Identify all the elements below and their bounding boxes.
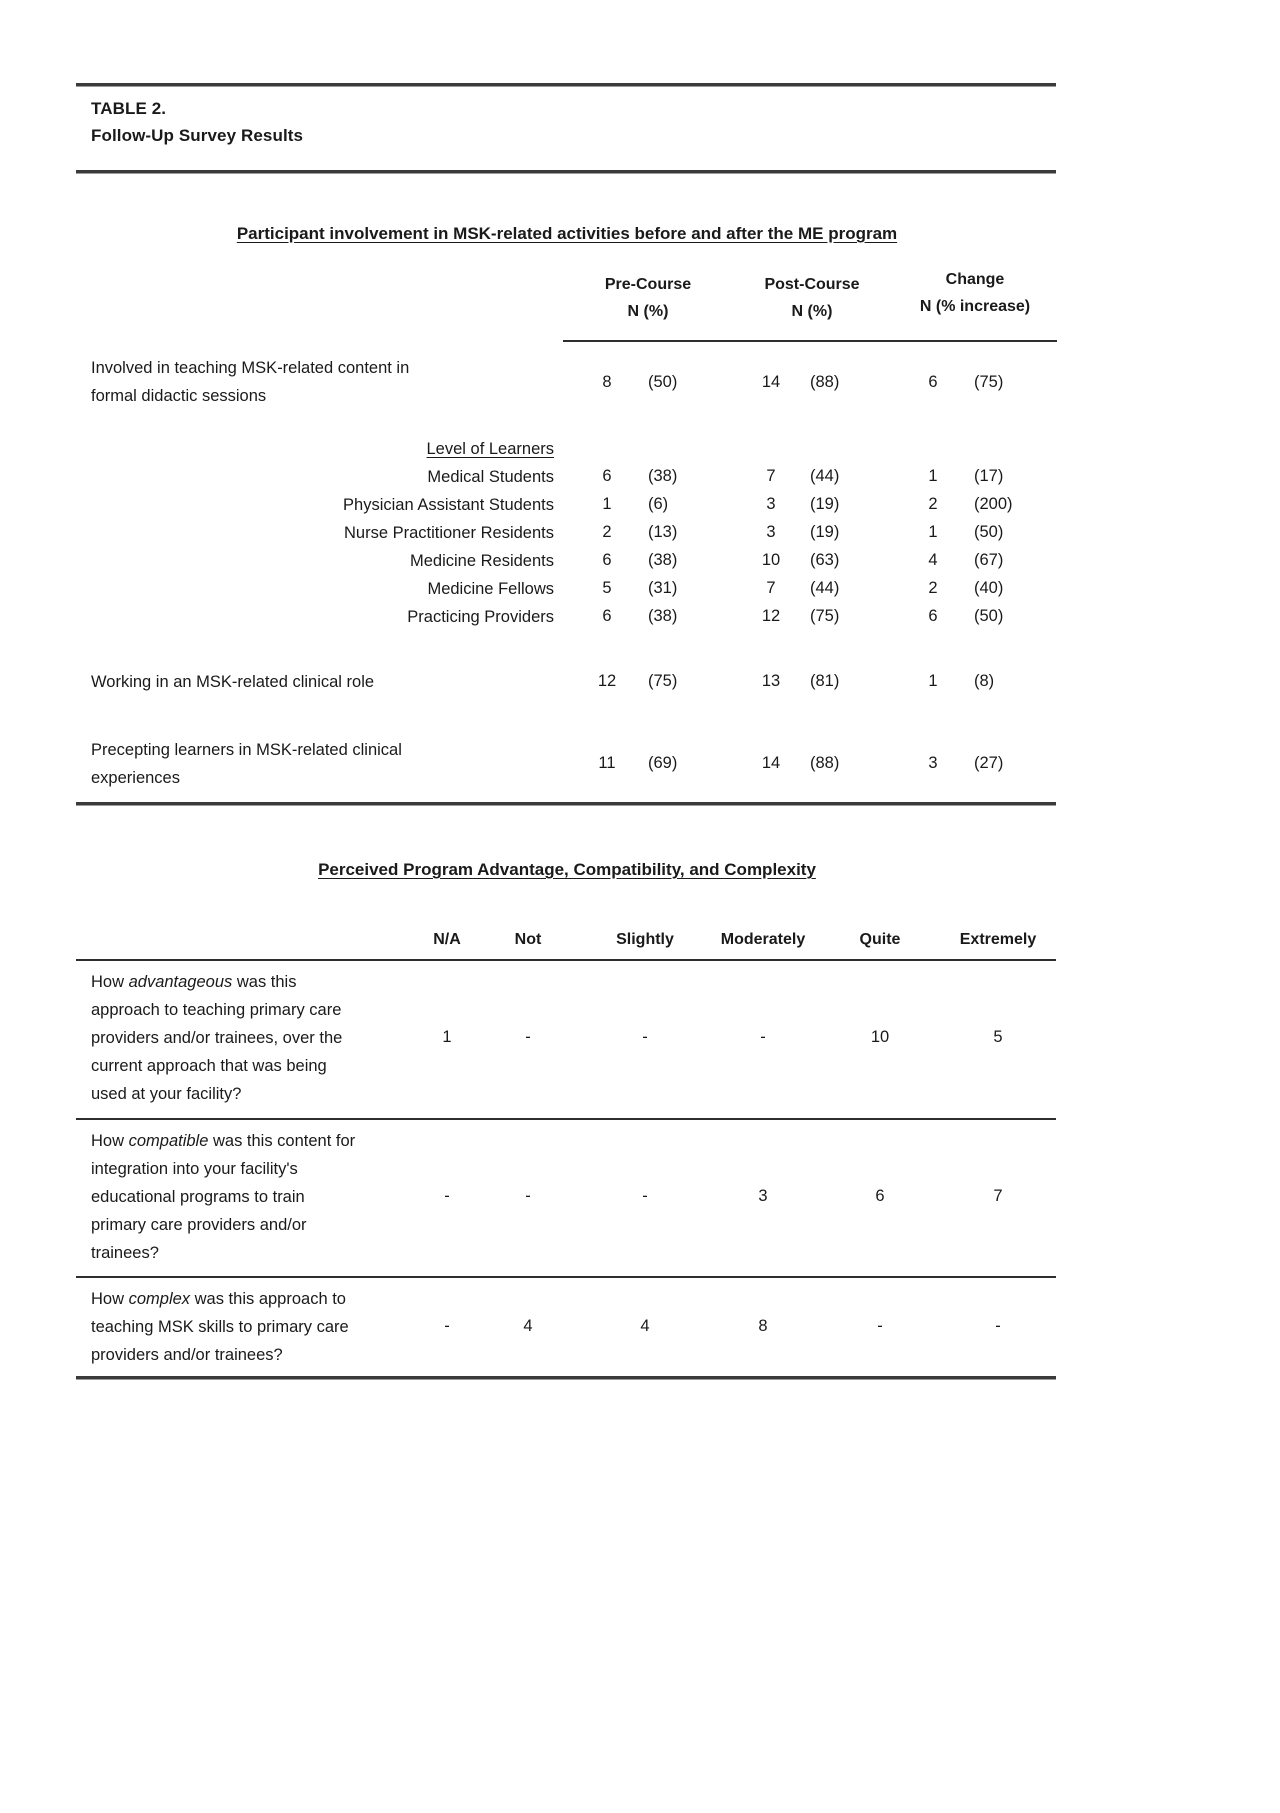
change-n: 2	[928, 579, 938, 597]
post-n: 12	[761, 607, 781, 625]
pre-n: 12	[597, 672, 617, 690]
pre-n: 8	[602, 373, 612, 391]
post-pct: (19)	[810, 523, 840, 541]
row-label: Precepting learners in MSK-related clinical experiences	[91, 741, 402, 787]
value-extremely: 7	[993, 1187, 1003, 1205]
table-row	[0, 968, 1280, 1118]
header-post-course	[742, 271, 882, 325]
post-pct: (88)	[810, 754, 840, 772]
change-n: 1	[928, 672, 938, 690]
change-n: 1	[928, 467, 938, 485]
change-n: 4	[928, 551, 938, 569]
value-moderately: -	[760, 1028, 766, 1046]
table-row	[0, 668, 1280, 696]
emphasis-term: complex	[128, 1290, 191, 1308]
change-pct: (17)	[974, 467, 1004, 485]
learner-label: Medical Students	[427, 468, 554, 486]
header-change-line1: Change	[945, 271, 1005, 288]
table-row	[0, 736, 1280, 792]
header-pre-line1: Pre-Course	[604, 276, 692, 293]
section2-title: Perceived Program Advantage, Compatibility, and Complexity	[318, 860, 816, 879]
learner-label: Practicing Providers	[407, 608, 554, 626]
change-n: 1	[928, 523, 938, 541]
change-n: 3	[928, 754, 938, 772]
question-text: How advantageous was this approach to teaching primary care providers and/or trainees, over the current approach that was being used at your facility?	[91, 973, 343, 1103]
row-label: Involved in teaching MSK-related content in formal didactic sessions	[91, 359, 410, 405]
value-na: -	[444, 1317, 450, 1335]
value-not: -	[525, 1028, 531, 1046]
table-row	[0, 1285, 1280, 1375]
pre-n: 6	[602, 607, 612, 625]
value-slightly: 4	[640, 1317, 650, 1335]
header-pre-course	[578, 271, 718, 325]
column-header-na: N/A	[433, 931, 461, 948]
learner-label: Medicine Fellows	[427, 580, 554, 598]
table-title: Follow-Up Survey Results	[91, 126, 304, 145]
emphasis-term: compatible	[128, 1132, 209, 1150]
row-separator	[76, 1276, 1056, 1278]
learner-label: Nurse Practitioner Residents	[343, 524, 554, 542]
column-header-slightly: Slightly	[616, 931, 674, 948]
post-n: 3	[766, 523, 776, 541]
value-quite: -	[877, 1317, 883, 1335]
value-na: -	[444, 1187, 450, 1205]
post-n: 7	[766, 579, 776, 597]
header-post-line2: N (%)	[791, 303, 833, 320]
pre-n: 2	[602, 523, 612, 541]
pre-n: 11	[598, 754, 616, 772]
pre-pct: (6)	[648, 495, 669, 513]
table-row	[0, 547, 1280, 575]
post-pct: (81)	[810, 672, 840, 690]
section2-bottom-rule	[76, 1376, 1056, 1379]
pre-n: 5	[602, 579, 612, 597]
table-row	[0, 1127, 1280, 1277]
pre-pct: (50)	[648, 373, 678, 391]
pre-n: 6	[602, 551, 612, 569]
pre-pct: (38)	[648, 551, 678, 569]
column-header-not: Not	[514, 931, 542, 948]
change-n: 6	[928, 373, 938, 391]
pre-pct: (38)	[648, 607, 678, 625]
pre-pct: (38)	[648, 467, 678, 485]
section1-title: Participant involvement in MSK-related activities before and after the ME program	[236, 224, 898, 243]
value-quite: 10	[870, 1028, 890, 1046]
change-n: 2	[928, 495, 938, 513]
post-n: 10	[761, 551, 781, 569]
post-pct: (63)	[810, 551, 840, 569]
post-pct: (75)	[810, 607, 840, 625]
change-pct: (200)	[974, 495, 1013, 513]
value-not: 4	[523, 1317, 533, 1335]
change-pct: (27)	[974, 754, 1004, 772]
learner-label: Medicine Residents	[410, 552, 554, 570]
post-n: 13	[761, 672, 781, 690]
table-row	[0, 354, 1280, 414]
post-n: 14	[761, 373, 781, 391]
emphasis-term: advantageous	[128, 973, 233, 991]
header-post-line1: Post-Course	[764, 276, 860, 293]
learner-label: Physician Assistant Students	[343, 496, 554, 514]
table-row	[0, 519, 1280, 547]
question-text: How complex was this approach to teaching MSK skills to primary care providers and/or trainees?	[91, 1290, 349, 1364]
post-pct: (44)	[810, 579, 840, 597]
table-row	[0, 491, 1280, 519]
value-slightly: -	[642, 1187, 648, 1205]
column-header-extremely: Extremely	[959, 931, 1037, 948]
change-pct: (50)	[974, 607, 1004, 625]
section1-bottom-rule	[76, 802, 1056, 805]
learners-heading: Level of Learners	[426, 440, 554, 458]
pre-pct: (31)	[648, 579, 678, 597]
change-pct: (67)	[974, 551, 1004, 569]
change-pct: (50)	[974, 523, 1004, 541]
pre-n: 6	[602, 467, 612, 485]
header-pre-line2: N (%)	[627, 303, 669, 320]
change-pct: (40)	[974, 579, 1004, 597]
header-change-line2: N (% increase)	[919, 298, 1031, 315]
question-text: How compatible was this content for integration into your facility's educational programs to train primary care providers and/or trainees?	[91, 1132, 356, 1262]
value-moderately: 3	[758, 1187, 768, 1205]
table-row	[0, 463, 1280, 491]
table-number: TABLE 2.	[91, 99, 167, 118]
caption-top-rule	[76, 83, 1056, 86]
value-extremely: -	[995, 1317, 1001, 1335]
post-pct: (19)	[810, 495, 840, 513]
table-row	[0, 603, 1280, 631]
section1-header-rule	[563, 340, 1057, 342]
value-not: -	[525, 1187, 531, 1205]
pre-n: 1	[602, 495, 612, 513]
post-n: 7	[766, 467, 776, 485]
post-pct: (44)	[810, 467, 840, 485]
change-pct: (8)	[974, 672, 995, 690]
row-separator	[76, 1118, 1056, 1120]
caption-bottom-rule	[76, 170, 1056, 173]
value-quite: 6	[875, 1187, 885, 1205]
pre-pct: (75)	[648, 672, 678, 690]
pre-pct: (69)	[648, 754, 678, 772]
column-header-quite: Quite	[859, 931, 901, 948]
value-extremely: 5	[993, 1028, 1003, 1046]
post-n: 3	[766, 495, 776, 513]
table-row	[0, 575, 1280, 603]
column-header-moderately: Moderately	[720, 931, 806, 948]
change-n: 6	[928, 607, 938, 625]
value-na: 1	[442, 1028, 452, 1046]
value-moderately: 8	[758, 1317, 768, 1335]
change-pct: (75)	[974, 373, 1004, 391]
row-label: Working in an MSK-related clinical role	[91, 673, 375, 691]
value-slightly: -	[642, 1028, 648, 1046]
section2-header-rule	[76, 959, 1056, 961]
pre-pct: (13)	[648, 523, 678, 541]
header-change	[890, 266, 1060, 320]
post-n: 14	[761, 754, 781, 772]
post-pct: (88)	[810, 373, 840, 391]
